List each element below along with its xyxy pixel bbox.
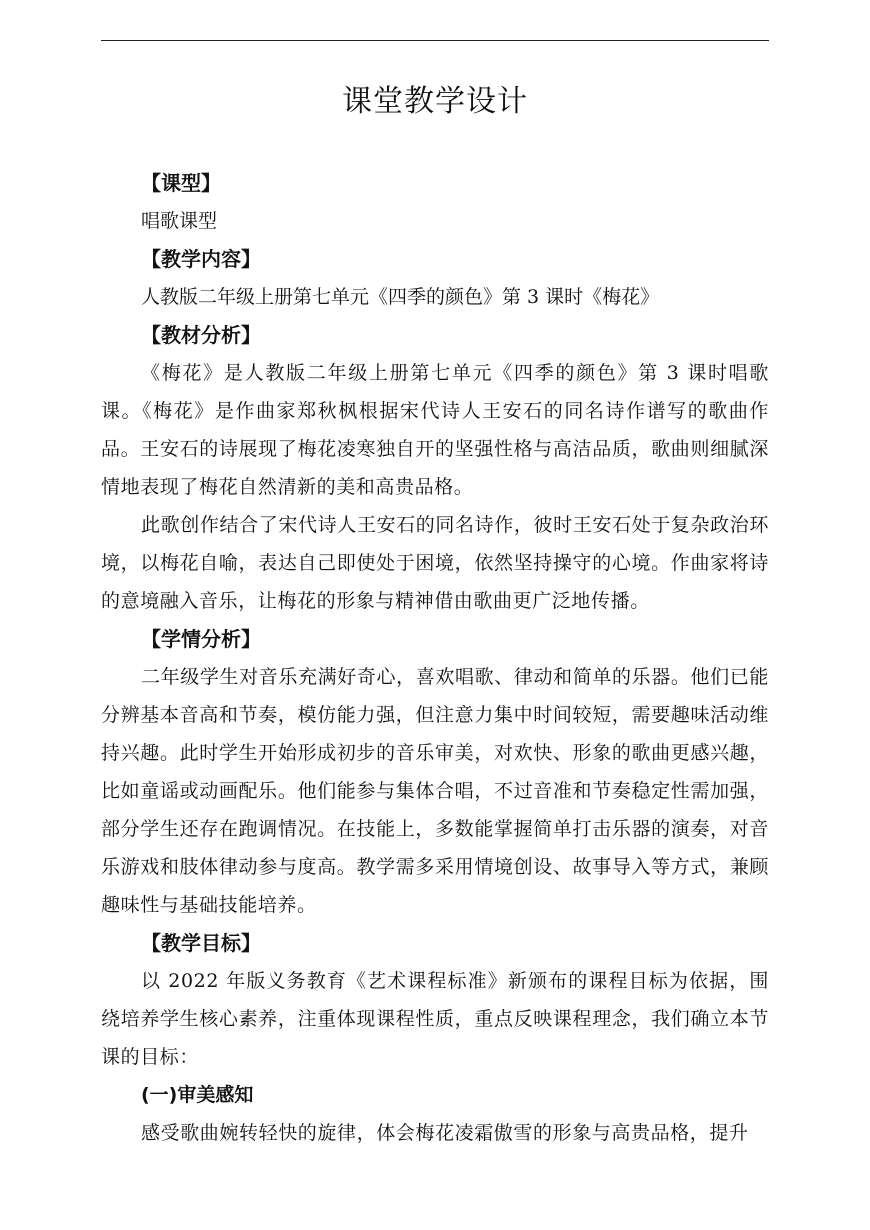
section-heading-material-analysis: 【教材分析】	[141, 323, 261, 347]
section-heading-teaching-goals: 【教学目标】	[141, 931, 261, 955]
goal-subheading-aesthetic-perception: (一)审美感知	[141, 1084, 254, 1106]
lesson-type-text: 唱歌课型	[141, 210, 218, 232]
document-body	[101, 164, 769, 1152]
header-rule	[101, 40, 769, 41]
student-analysis-paragraph: 二年级学生对音乐充满好奇心，喜欢唱歌、律动和简单的乐器。他们已能分辨基本音高和节奏，模仿能力强，但注意力集中时间较短，需要趣味活动维持兴趣。此时学生开始形成初步的音乐审美，对欢快、形象的歌曲更感兴趣，比如童谣或动画配乐。他们能参与集体合唱，不过音准和节奏稳定性需加强，部分学生还存在跑调情况。在技能上，多数能掌握简单打击乐器的演奏，对音乐游戏和肢体律动参与度高。教学需多采用情境创设、故事导入等方式，兼顾趣味性与基础技能培养。	[101, 666, 769, 916]
teaching-content-text: 人教版二年级上册第七单元《四季的颜色》第 3 课时《梅花》	[141, 286, 660, 308]
aesthetic-perception-paragraph: 感受歌曲婉转轻快的旋律，体会梅花凌霜傲雪的形象与高贵品格，提升	[141, 1122, 749, 1144]
teaching-goals-paragraph: 以 2022 年版义务教育《艺术课程标准》新颁布的课程目标为依据，围绕培养学生核心素养，注重体现课程性质，重点反映课程理念，我们确立本节课的目标：	[101, 970, 769, 1068]
section-heading-student-analysis: 【学情分析】	[141, 627, 261, 651]
page-title: 课堂教学设计	[342, 84, 528, 119]
material-analysis-paragraph-2: 此歌创作结合了宋代诗人王安石的同名诗作，彼时王安石处于复杂政治环境，以梅花自喻，表达自己即使处于困境，依然坚持操守的心境。作曲家将诗的意境融入音乐，让梅花的形象与精神借由歌曲更广泛地传播。	[101, 514, 769, 612]
material-analysis-paragraph-1: 《梅花》是人教版二年级上册第七单元《四季的颜色》第 3 课时唱歌课。《梅花》是作曲家郑秋枫根据宋代诗人王安石的同名诗作谱写的歌曲作品。王安石的诗展现了梅花凌寒独自开的坚强性格与高洁品质，歌曲则细腻深情地表现了梅花自然清新的美和高贵品格。	[101, 362, 769, 498]
section-heading-lesson-type: 【课型】	[141, 171, 221, 195]
section-heading-teaching-content: 【教学内容】	[141, 247, 261, 271]
